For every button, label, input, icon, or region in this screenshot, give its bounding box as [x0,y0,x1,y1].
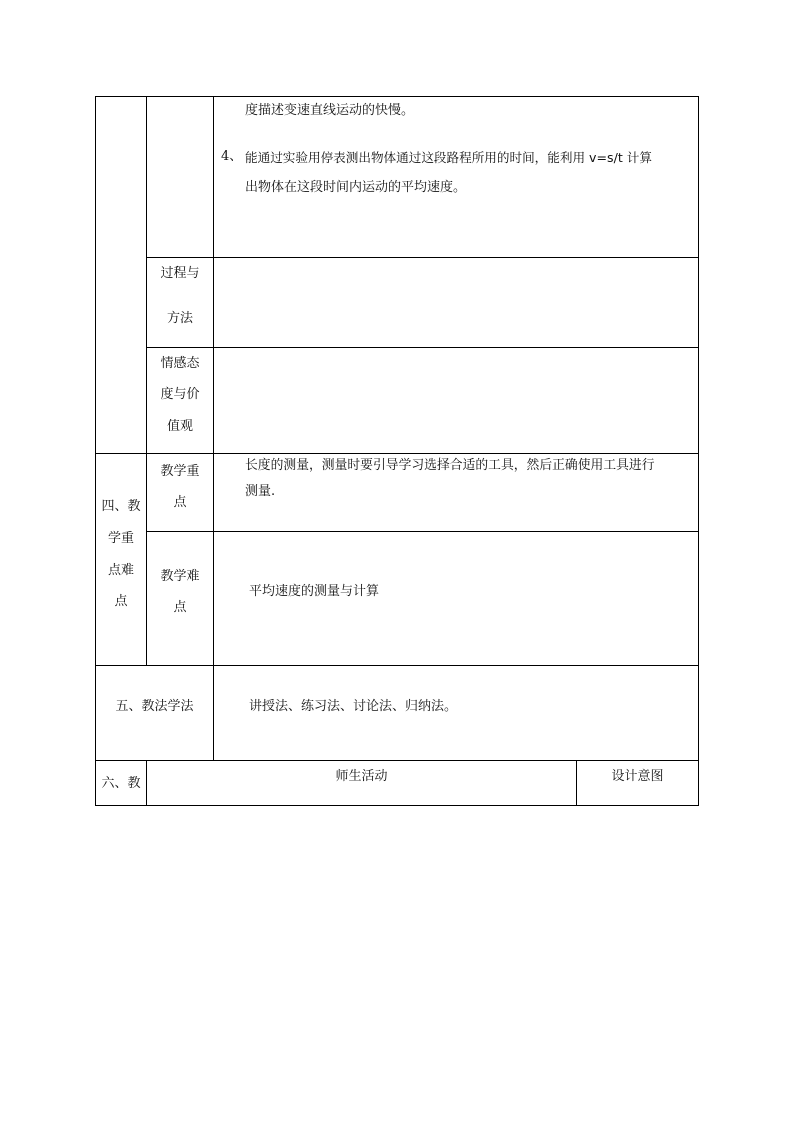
item-4-number: 4、 [221,149,243,164]
process-method-label: 过程与 [160,266,200,281]
emotion-label: 值观 [166,419,193,434]
teaching-methods-text: 讲授法、练习法、讨论法、归纳法。 [249,699,458,714]
item-4-line-2: 出物体在这段时间内运动的平均速度。 [245,180,467,195]
row-divider [95,453,699,454]
process-method-label: 方法 [166,311,193,326]
teaching-difficulty-label: 点 [173,600,187,615]
section-6-label: 六、教 [101,776,141,791]
table-border-right [698,96,699,806]
knowledge-text-cont: 度描述变速直线运动的快慢。 [245,103,415,118]
row-divider [146,257,699,258]
emotion-label: 情感态 [160,356,200,371]
teaching-difficulty-label: 教学难 [160,569,200,584]
section-5-label: 五、教法学法 [115,699,194,714]
row-divider [95,760,699,761]
teaching-focus-text: 测量. [245,484,276,499]
design-intent-header: 设计意图 [611,769,664,784]
row-divider [146,531,699,532]
teaching-focus-label: 教学重 [160,464,200,479]
section-4-label: 四、教 [101,499,141,514]
emotion-label: 度与价 [160,387,200,402]
section-4-label: 点 [114,594,128,609]
teaching-focus-label: 点 [173,495,187,510]
section-4-label: 学重 [107,531,134,546]
table-border-top [95,96,699,97]
teaching-focus-text: 长度的测量，测量时要引导学习选择合适的工具，然后正确使用工具进行 [245,458,655,473]
teaching-difficulty-text: 平均速度的测量与计算 [249,584,380,599]
row-divider [95,665,699,666]
row-divider [146,347,699,348]
teacher-student-activity-header: 师生活动 [335,769,388,784]
item-4-line-1: 能通过实验用停表测出物体通过这段路程所用的时间，能利用 v=s/t 计算 [245,150,652,165]
table-border-bottom [95,805,699,806]
section-4-label: 点难 [107,563,134,578]
col-divider [213,96,214,761]
